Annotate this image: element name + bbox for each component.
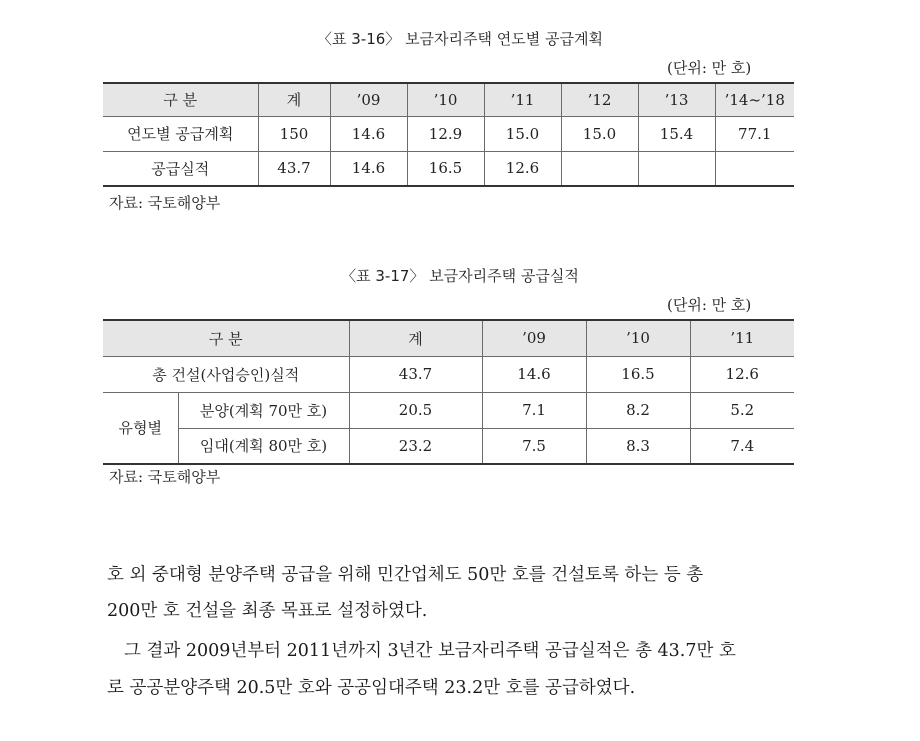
table-cell (715, 151, 794, 186)
table-cell (638, 151, 715, 186)
table1-header-row (103, 83, 794, 116)
table2-header-cell: ’09 (482, 320, 586, 356)
table-row (103, 428, 794, 464)
body-line-2: 200만 호 건설을 최종 목표로 설정하였다. (107, 601, 428, 621)
table1-header-cell: 구 분 (103, 83, 258, 116)
table1-header-cell: 계 (258, 83, 330, 116)
table1-caption: 〈표 3-16〉 보금자리주택 연도별 공급계획 (317, 30, 603, 48)
table2-unit: (단위: 만 호) (667, 296, 752, 314)
table-cell: 16.5 (586, 356, 690, 392)
table-cell: 12.6 (484, 151, 561, 186)
table-cell: 8.2 (586, 392, 690, 428)
table2 (103, 319, 794, 465)
table-cell: 77.1 (715, 116, 794, 151)
table1-source: 자료: 국토해양부 (109, 194, 221, 212)
table-cell: 5.2 (690, 392, 794, 428)
table-cell: 12.6 (690, 356, 794, 392)
table1 (103, 82, 794, 187)
row-label: 총 건설(사업승인)실적 (103, 356, 349, 392)
table-cell: 20.5 (349, 392, 482, 428)
table-cell: 43.7 (349, 356, 482, 392)
table1-header-cell: ’09 (330, 83, 407, 116)
table1-header-cell: ’12 (561, 83, 638, 116)
row-label: 분양(계획 70만 호) (178, 392, 349, 428)
table-cell: 12.9 (407, 116, 484, 151)
table-cell: 7.5 (482, 428, 586, 464)
table1-header-cell: ’14~’18 (715, 83, 794, 116)
table2-header-cell: 구 분 (103, 320, 349, 356)
table-cell: 15.0 (561, 116, 638, 151)
table2-caption: 〈표 3-17〉 보금자리주택 공급실적 (341, 267, 579, 285)
row-label: 연도별 공급계획 (103, 116, 258, 151)
body-line-1: 호 외 중대형 분양주택 공급을 위해 민간업체도 50만 호를 건설토록 하는 등 총 (107, 565, 704, 585)
table1-unit: (단위: 만 호) (667, 59, 752, 77)
table1-header-cell: ’13 (638, 83, 715, 116)
table-cell: 7.4 (690, 428, 794, 464)
table-row (103, 151, 794, 186)
table-row (103, 392, 794, 428)
table1-header-cell: ’10 (407, 83, 484, 116)
row-label: 임대(계획 80만 호) (178, 428, 349, 464)
table-cell: 8.3 (586, 428, 690, 464)
group-label: 유형별 (103, 392, 178, 464)
table1-header-cell: ’11 (484, 83, 561, 116)
body-line-3: 그 결과 2009년부터 2011년까지 3년간 보금자리주택 공급실적은 총 43.7만 호 (124, 641, 736, 661)
row-label: 공급실적 (103, 151, 258, 186)
table-cell: 23.2 (349, 428, 482, 464)
table2-source: 자료: 국토해양부 (109, 468, 221, 486)
table-cell: 15.0 (484, 116, 561, 151)
body-line-4: 로 공공분양주택 20.5만 호와 공공임대주택 23.2만 호를 공급하였다. (107, 678, 636, 698)
table-cell: 150 (258, 116, 330, 151)
table-row (103, 356, 794, 392)
table-cell: 7.1 (482, 392, 586, 428)
table2-header-row (103, 320, 794, 356)
table-cell: 14.6 (482, 356, 586, 392)
table2-header-cell: 계 (349, 320, 482, 356)
table-cell (561, 151, 638, 186)
table-cell: 16.5 (407, 151, 484, 186)
table-cell: 15.4 (638, 116, 715, 151)
table-cell: 43.7 (258, 151, 330, 186)
table2-header-cell: ’11 (690, 320, 794, 356)
table2-header-cell: ’10 (586, 320, 690, 356)
table-cell: 14.6 (330, 116, 407, 151)
table-row (103, 116, 794, 151)
table-cell: 14.6 (330, 151, 407, 186)
